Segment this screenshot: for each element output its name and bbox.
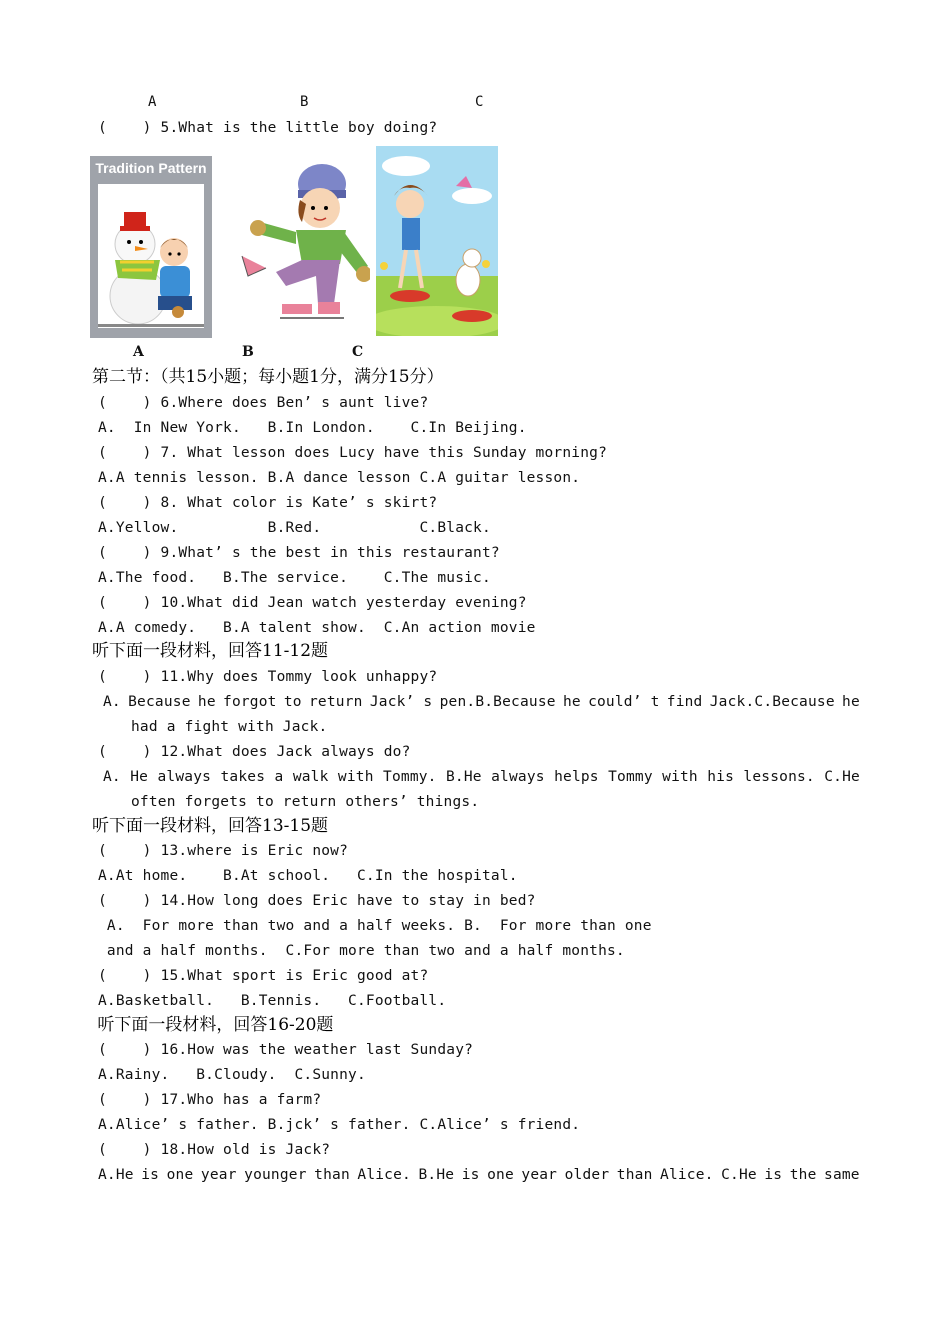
girl-dog-illustration xyxy=(376,146,498,336)
q15-stem: ( ) 15.What sport is Eric good at? xyxy=(98,968,429,984)
q11-stem: ( ) 11.Why does Tommy look unhappy? xyxy=(98,669,438,685)
q14-options-line1: A. For more than two and a half weeks. B. For more than one xyxy=(98,918,652,934)
q4-label-b: B xyxy=(300,94,309,110)
q13-options: A.At home. B.At school. C.In the hospital. xyxy=(98,868,518,884)
q5-stem: ( ) 5.What is the little boy doing? xyxy=(98,120,438,136)
heading-11-12: 听下面一段材料，回答11-12题 xyxy=(92,641,329,661)
q12-stem: ( ) 12.What does Jack always do? xyxy=(98,744,411,760)
girl-dog-picture[interactable] xyxy=(376,146,498,336)
q7-options: A.A tennis lesson. B.A dance lesson C.A guitar lesson. xyxy=(98,470,581,486)
q18-options-line1: A.He is one year younger than Alice. B.He is one year older than Alice. C.He is the same xyxy=(98,1167,860,1183)
q17-options: A.Alice’ s father. B.jck’ s father. C.Alice’ s friend. xyxy=(98,1117,581,1133)
q5-label-c: C xyxy=(352,344,364,360)
q16-stem: ( ) 16.How was the weather last Sunday? xyxy=(98,1042,474,1058)
q9-stem: ( ) 9.What’ s the best in this restaurant? xyxy=(98,545,500,561)
q13-stem: ( ) 13.where is Eric now? xyxy=(98,843,349,859)
q17-stem: ( ) 17.Who has a farm? xyxy=(98,1092,322,1108)
q10-stem: ( ) 10.What did Jean watch yesterday evening? xyxy=(98,595,527,611)
q10-options: A.A comedy. B.A talent show. C.An action movie xyxy=(98,620,536,636)
q7-stem: ( ) 7. What lesson does Lucy have this Sunday morning? xyxy=(98,445,607,461)
picture-title: Tradition Pattern xyxy=(95,160,207,176)
q4-label-a: A xyxy=(148,94,157,110)
q12-options-line2: often forgets to return others’ things. xyxy=(131,794,480,810)
q9-options: A.The food. B.The service. C.The music. xyxy=(98,570,491,586)
heading-13-15: 听下面一段材料，回答13-15题 xyxy=(92,816,329,836)
q5-label-a: A xyxy=(133,344,144,360)
q4-label-c: C xyxy=(475,94,484,110)
q15-options: A.Basketball. B.Tennis. C.Football. xyxy=(98,993,447,1009)
q6-options: A. In New York. B.In London. C.In Beijing. xyxy=(98,420,527,436)
snowman-picture[interactable] xyxy=(90,156,212,338)
skating-boy-picture[interactable] xyxy=(236,156,370,334)
section2-title: 第二节：（共15小题；每小题1分，满分15分） xyxy=(92,367,444,387)
q8-options: A.Yellow. B.Red. C.Black. xyxy=(98,520,491,536)
q11-options-line1: A. Because he forgot to return Jack’ s pen.B.Because he could’ t find Jack.C.Because he xyxy=(103,694,860,710)
q11-options-line2: had a fight with Jack. xyxy=(131,719,328,735)
q18-stem: ( ) 18.How old is Jack? xyxy=(98,1142,331,1158)
q14-options-line2: and a half months. C.For more than two and a half months. xyxy=(98,943,625,959)
q8-stem: ( ) 8. What color is Kate’ s skirt? xyxy=(98,495,438,511)
q14-stem: ( ) 14.How long does Eric have to stay in bed? xyxy=(98,893,536,909)
snowman-child-illustration xyxy=(90,156,212,338)
q12-options-line1: A. He always takes a walk with Tommy. B.He always helps Tommy with his lessons. C.He xyxy=(103,769,860,785)
q5-label-b: B xyxy=(242,344,254,360)
q16-options: A.Rainy. B.Cloudy. C.Sunny. xyxy=(98,1067,366,1083)
heading-16-20: 听下面一段材料，回答16-20题 xyxy=(92,1015,334,1035)
skating-boy-illustration xyxy=(236,156,370,334)
q6-stem: ( ) 6.Where does Ben’ s aunt live? xyxy=(98,395,429,411)
